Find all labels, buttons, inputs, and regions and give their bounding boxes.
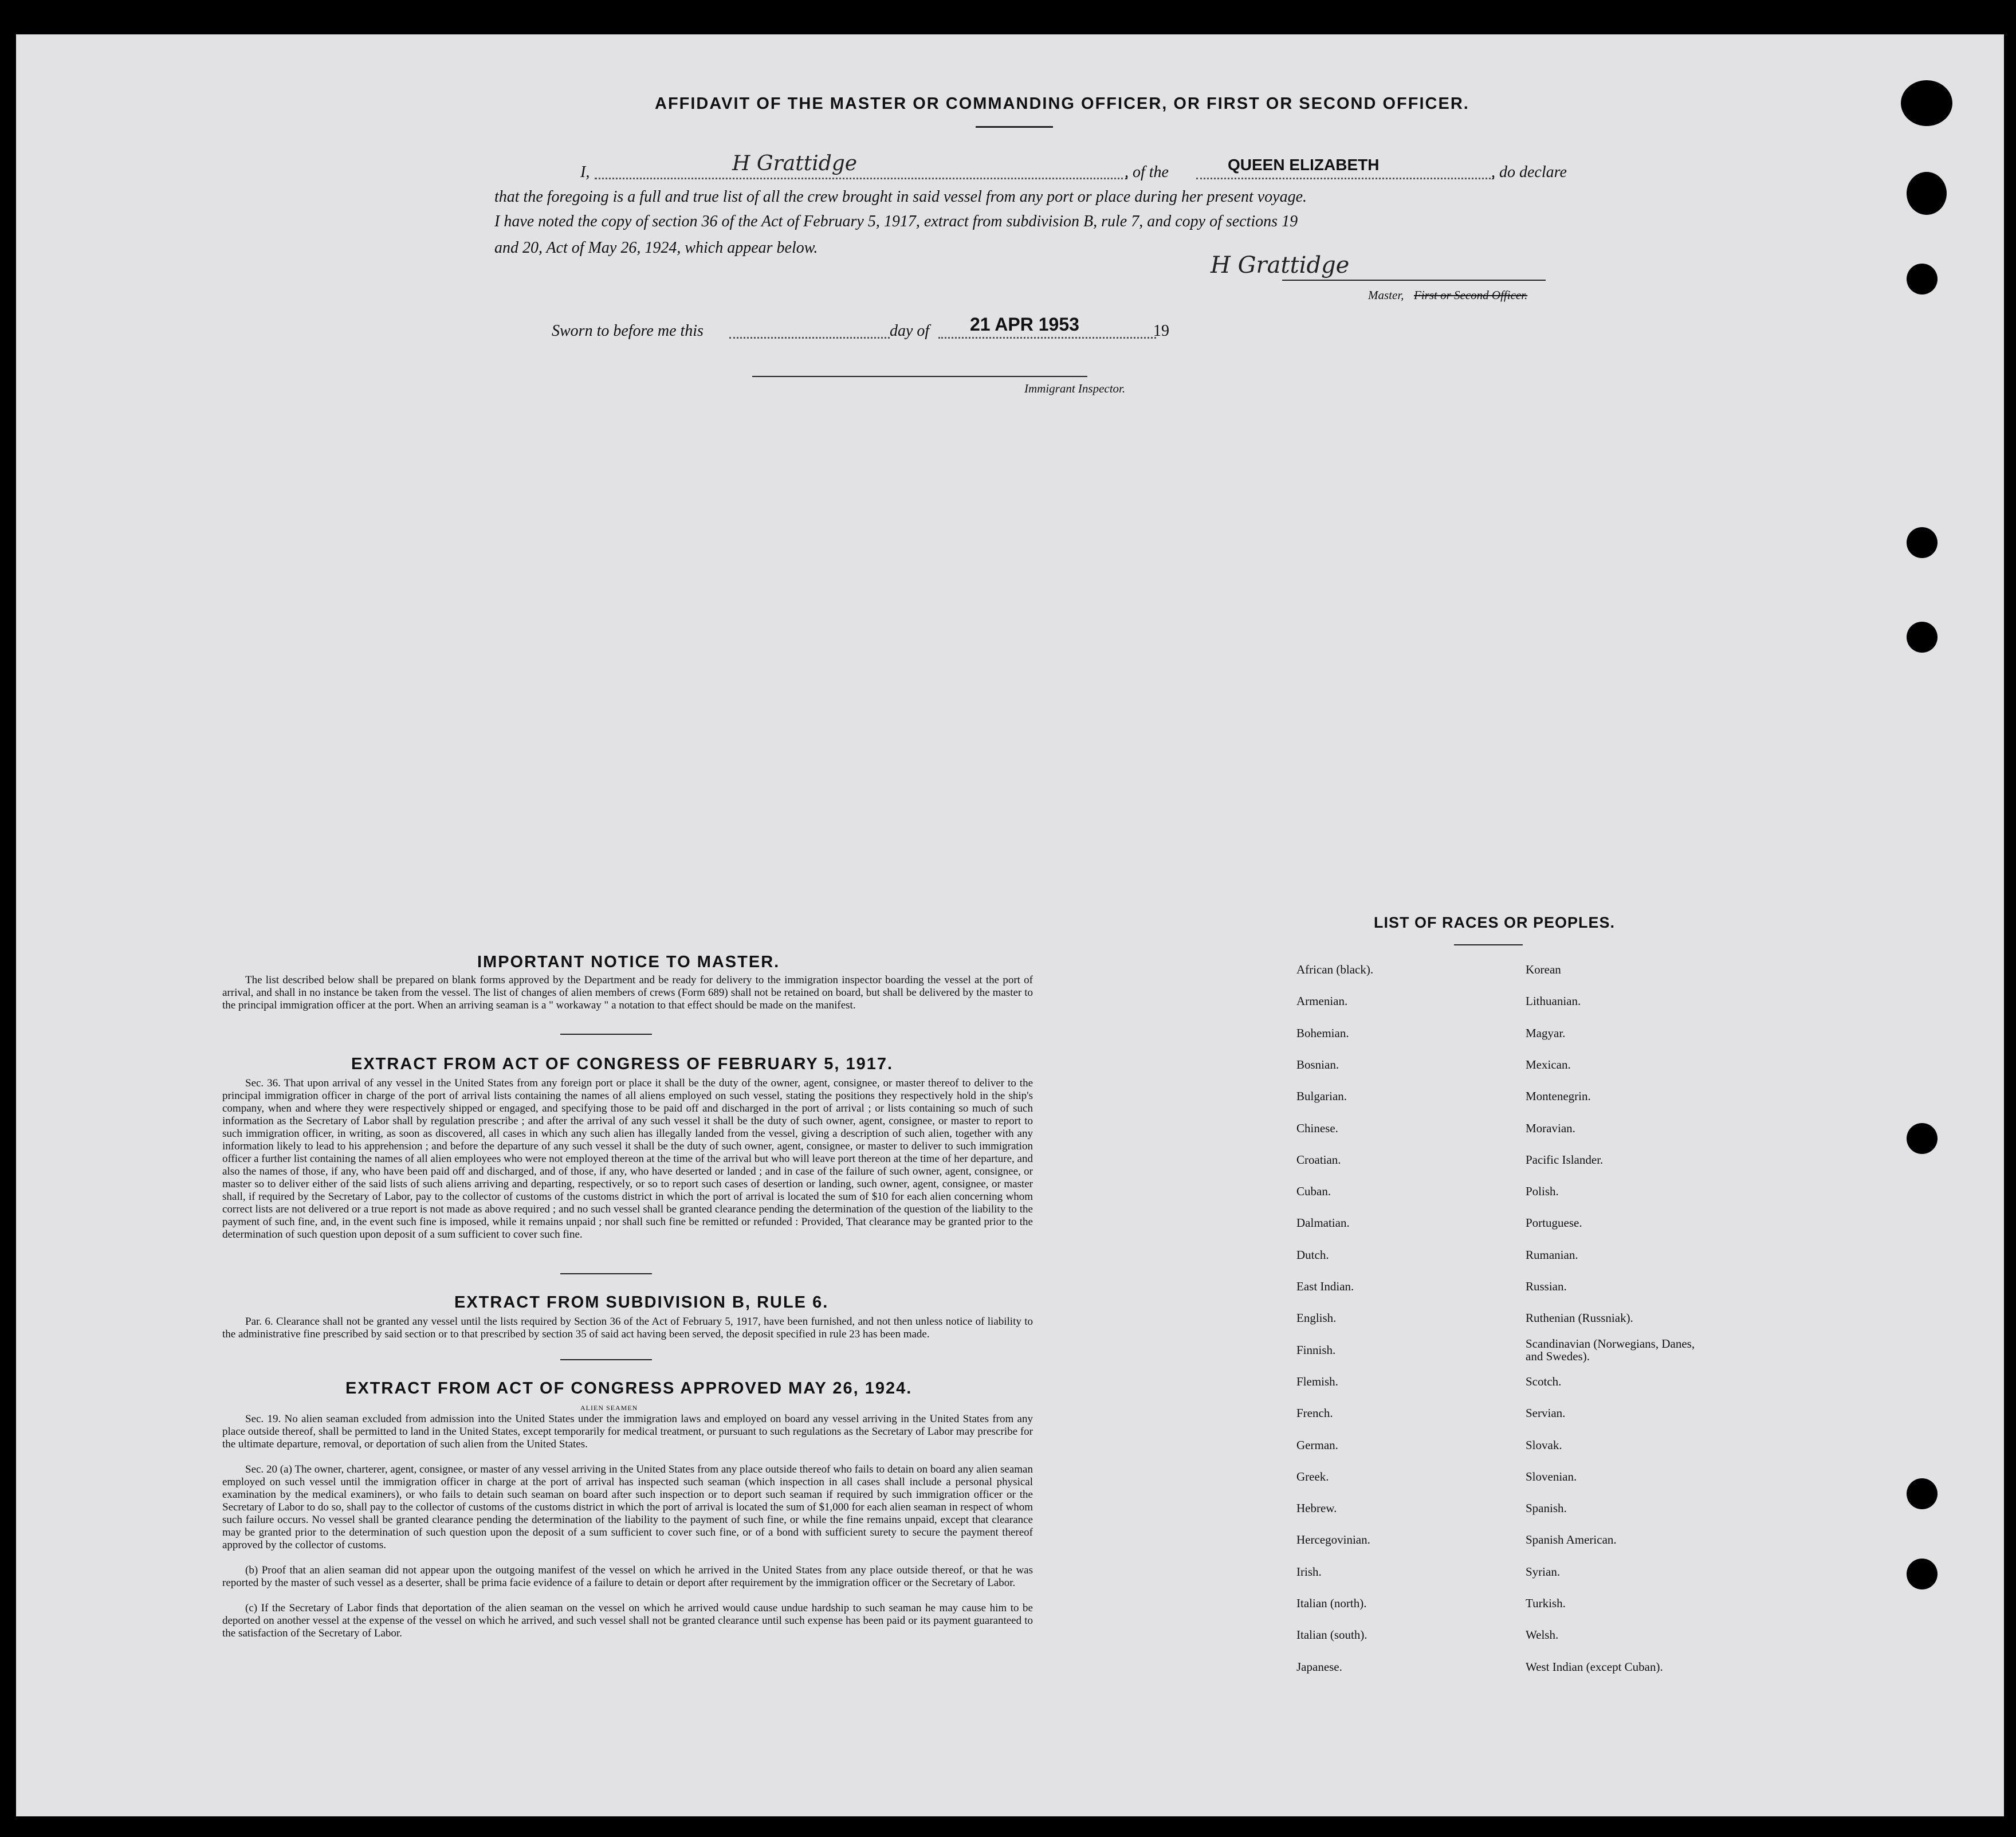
affidavit-title: AFFIDAVIT OF THE MASTER OR COMMANDING OFFICER, OR FIRST OR SECOND OFFICER. — [655, 95, 1469, 113]
race-item: Syrian. — [1526, 1565, 1561, 1579]
notice-title: IMPORTANT NOTICE TO MASTER. — [477, 953, 780, 971]
race-item: Montenegrin. — [1526, 1089, 1591, 1103]
sworn-day-of: day of — [890, 322, 930, 340]
race-item: Irish. — [1296, 1565, 1322, 1579]
extract-1917-rule — [560, 1273, 652, 1274]
master-signature-line — [1282, 280, 1546, 281]
extract-1917-title: EXTRACT FROM ACT OF CONGRESS OF FEBRUARY 5, 1917. — [351, 1055, 894, 1073]
declaration-of-the: , of the — [1125, 163, 1169, 181]
race-item: Slovenian. — [1526, 1470, 1577, 1483]
notice-text: The list described below shall be prepared on blank forms approved by the Department and be ready for delivery to the immigration inspector boarding the vessel at the port of arrival, and shall in no instance be taken from the vessel. The list of changes of alien members of crews (Form 689) shall not be retained on board, but shall be delivered by the master to the principal immigration officer at the port. When an arriving seaman is a " workaway " a notation to that effect should be made on the manifest. — [222, 974, 1033, 1011]
race-item: Spanish. — [1526, 1501, 1567, 1515]
race-item: Dalmatian. — [1296, 1216, 1350, 1230]
punch-hole — [1907, 172, 1947, 215]
inspector-label: Immigrant Inspector. — [1024, 382, 1126, 395]
extract-1924-title: EXTRACT FROM ACT OF CONGRESS APPROVED MAY 26, 1924. — [345, 1379, 913, 1398]
officer-label-struck: First or Second Officer. — [1414, 288, 1528, 302]
declaration-declare: , do declare — [1491, 163, 1567, 181]
ship-name: QUEEN ELIZABETH — [1228, 156, 1380, 174]
declaration-body-1: that the foregoing is a full and true list of all the crew brought in said vessel from any port or place during her present voyage. — [494, 188, 1307, 206]
punch-hole — [1907, 1478, 1938, 1509]
race-item: English. — [1296, 1311, 1337, 1325]
punch-hole — [1907, 527, 1938, 558]
race-item: Spanish American. — [1526, 1533, 1617, 1546]
race-item: Servian. — [1526, 1406, 1566, 1420]
ship-name-line — [1196, 178, 1494, 179]
race-item: Pacific Islander. — [1526, 1153, 1604, 1167]
extract-1924-p4: (c) If the Secretary of Labor finds that deportation of the alien seaman on the vessel on which he arrived would cause undue hardship to such seaman he may cause him to be deported on another vessel at the expense of the vessel on which he arrived, and such vessel shall not be granted clearance until such expense has been paid or its payment guaranteed to the satisfaction of the Secretary of Labor. — [222, 1602, 1033, 1639]
race-item: Korean — [1526, 963, 1561, 976]
inspector-signature-line — [752, 376, 1087, 377]
punch-hole — [1907, 622, 1938, 653]
race-item: Slovak. — [1526, 1438, 1562, 1452]
master-signature: H Grattidge — [1211, 252, 1350, 278]
race-item: Italian (south). — [1296, 1628, 1367, 1642]
document-page — [16, 34, 2004, 1816]
subdivision-text: Par. 6. Clearance shall not be granted any vessel until the lists required by Section 36 of the Act of February 5, 1917, have been furnished, and not then unless notice of liability to the administrative fine prescribed by said section or to that prescribed by section 35 of said act having been served, the deposit specified in rule 23 has been made. — [222, 1316, 1033, 1340]
sworn-date-stamp: 21 APR 1953 — [970, 314, 1079, 335]
master-label: Master, — [1368, 288, 1404, 302]
race-item: African (black). — [1296, 963, 1374, 976]
race-item: Dutch. — [1296, 1248, 1329, 1262]
race-item: Bohemian. — [1296, 1026, 1349, 1040]
race-item: Mexican. — [1526, 1058, 1571, 1071]
declarant-name-line — [595, 178, 1127, 179]
race-item: Bosnian. — [1296, 1058, 1339, 1071]
race-item: Portuguese. — [1526, 1216, 1582, 1230]
race-item: Croatian. — [1296, 1153, 1341, 1167]
race-item: Russian. — [1526, 1279, 1567, 1293]
race-item: Cuban. — [1296, 1184, 1331, 1198]
race-item: East Indian. — [1296, 1279, 1354, 1293]
race-item: Welsh. — [1526, 1628, 1559, 1642]
extract-1924-p3: (b) Proof that an alien seaman did not appear upon the outgoing manifest of the vessel on which he arrived in the United States from any place outside thereof, or that he was reported by the master of such vessel as a deserter, shall be prima facie evidence of a failure to detain or deport after requirement by the immigration officer or the Secretary of Labor. — [222, 1564, 1033, 1589]
races-title: LIST OF RACES OR PEOPLES. — [1374, 914, 1616, 931]
race-item: Ruthenian (Russniak). — [1526, 1311, 1633, 1325]
race-item: Scotch. — [1526, 1375, 1562, 1388]
extract-1924-p2: Sec. 20 (a) The owner, charterer, agent, consignee, or master of any vessel arriving in the United States from any place outside thereof who fails to detain on board any alien seaman employed on such vessel until the immigration officer in charge at the port of arrival has inspected such seaman (which inspection in all cases shall include a personal physical examination by the medical examiners), or who fails to detain such seaman on board after such inspection or to deport such seaman if required by such immigration officer or the Secretary of Labor to do so, shall pay to the collector of customs of the customs district in which the port of arrival is located the sum of $1,000 for each alien seaman in respect of whom such failure occurs. No vessel shall be granted clearance pending the determination of the liability to the payment of such fine, or while the fine remains unpaid, except that clearance may be granted prior to the determination of such question upon the deposit of a sum sufficient to cover such fine, or of a bond with sufficient surety to secure the payment thereof approved by the collector of customs. — [222, 1463, 1033, 1551]
race-item: West Indian (except Cuban). — [1526, 1660, 1663, 1674]
race-item: Japanese. — [1296, 1660, 1342, 1674]
race-item: Hercegovinian. — [1296, 1533, 1370, 1546]
race-item: Polish. — [1526, 1184, 1559, 1198]
punch-hole — [1907, 1123, 1938, 1154]
punch-hole — [1907, 264, 1938, 295]
subdivision-title: EXTRACT FROM SUBDIVISION B, RULE 6. — [454, 1293, 829, 1312]
subdivision-rule — [560, 1359, 652, 1360]
race-item: Armenian. — [1296, 994, 1348, 1008]
race-item: Turkish. — [1526, 1596, 1566, 1610]
extract-1917-text: Sec. 36. That upon arrival of any vessel in the United States from any foreign port or place it shall be the duty of the owner, agent, consignee, or master thereof to deliver to the principal immigration officer in charge of the port of arrival lists containing the names of all aliens employed on such vessel, stating the positions they respectively hold in the ship's company, when and where they were respectively shipped or engaged, and specifying those to be paid off and discharged in the port of arrival ; or lists containing so much of such information as the Secretary of Labor shall by regulation prescribe ; and after the arrival of any such vessel it shall be the duty of such owner, agent, consignee, or master to report to such immigration officer, in writing, as soon as discovered, all cases in which any such alien has illegally landed from the vessel, giving a description of such alien, together with any information likely to lead to his apprehension ; and before the departure of any such vessel it shall be the duty of such owner, agent, consignee, or master to deliver to such immigration officer a further list containing the names of all alien employees who were not employed thereon at the time of the arrival but who will leave port thereon at the time of her departure, and also the names of those, if any, who have been paid off and discharged, and of those, if any, who have deserted or landed ; and in case of the failure of such owner, agent, consignee, or master so to deliver either of the said lists of such aliens arriving and departing, respectively, or so to report such cases of desertion or landing, such owner, agent, consignee, or master shall, if required by the Secretary of Labor, pay to the collector of customs of the customs district in which the port of arrival is located the sum of $10 for each alien concerning whom correct lists are not delivered or a true report is not made as above required ; and no such vessel shall be granted clearance pending the determination of the question of the liability to the payment of such fine, and, in the event such fine is imposed, while it remains unpaid ; nor shall such fine be remitted or refunded : Provided, That clearance may be granted prior to the determination of such question upon deposit of a sum sufficient to cover such fine. — [222, 1077, 1033, 1241]
race-item: German. — [1296, 1438, 1338, 1452]
sworn-day-line — [729, 337, 890, 339]
race-item: French. — [1296, 1406, 1333, 1420]
sworn-month-line — [938, 337, 1156, 339]
declaration-body-3: and 20, Act of May 26, 1924, which appear below. — [494, 239, 818, 257]
sworn-year: 19 — [1153, 322, 1169, 340]
race-item: Chinese. — [1296, 1121, 1338, 1135]
affidavit-title-rule — [976, 126, 1053, 128]
race-item: Lithuanian. — [1526, 994, 1581, 1008]
race-item: Bulgarian. — [1296, 1089, 1347, 1103]
race-item: Rumanian. — [1526, 1248, 1578, 1262]
punch-hole — [1901, 80, 1952, 126]
race-item: Greek. — [1296, 1470, 1329, 1483]
declaration-i: I, — [580, 163, 590, 181]
race-item: Italian (north). — [1296, 1596, 1367, 1610]
notice-rule — [560, 1034, 652, 1035]
extract-1924-p1: Sec. 19. No alien seaman excluded from admission into the United States under the immigration laws and employed on board any vessel arriving in the United States from any place outside thereof, shall be permitted to land in the United States, except temporarily for medical treatment, or pursuant to such regulations as the Secretary of Labor may prescribe for the ultimate departure, removal, or deportation of such alien from the United States. — [222, 1413, 1033, 1450]
race-item: Finnish. — [1296, 1343, 1336, 1357]
race-item: Flemish. — [1296, 1375, 1338, 1388]
race-item: Scandinavian (Norwegians, Danes, and Swedes). — [1526, 1337, 1695, 1363]
punch-hole — [1907, 1559, 1938, 1589]
races-title-rule — [1454, 944, 1523, 945]
declarant-signature: H Grattidge — [732, 152, 858, 175]
race-item: Hebrew. — [1296, 1501, 1337, 1515]
race-item: Moravian. — [1526, 1121, 1575, 1135]
race-item: Magyar. — [1526, 1026, 1566, 1040]
extract-1924-subtitle: ALIEN SEAMEN — [580, 1404, 638, 1412]
sworn-prefix: Sworn to before me this — [552, 322, 704, 340]
declaration-body-2: I have noted the copy of section 36 of the Act of February 5, 1917, extract from subdivision B, rule 7, and copy of sections 19 — [494, 213, 1298, 230]
